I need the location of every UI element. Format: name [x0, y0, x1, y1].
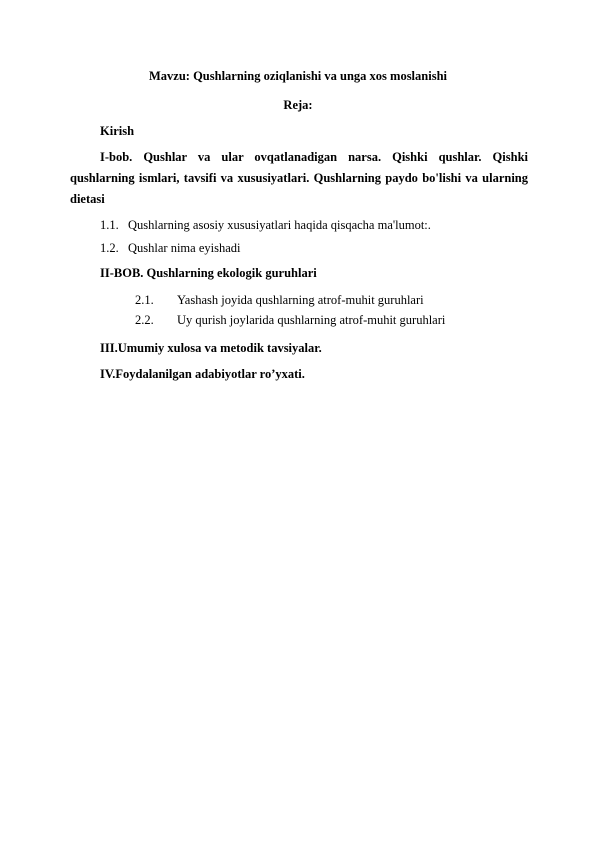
chapter4-heading: IV.Foydalanilgan adabiyotlar ro’yxati. [100, 367, 305, 381]
item-text: Uy qurish joylarida qushlarning atrof-muhit guruhlari [177, 313, 446, 327]
item-text: Yashash joyida qushlarning atrof-muhit guruhlari [177, 293, 424, 307]
item-text: Qushlar nima eyishadi [128, 241, 241, 255]
chapter3-heading: III.Umumiy xulosa va metodik tavsiyalar. [100, 341, 322, 355]
item-number: 2.2. [135, 313, 154, 327]
item-number: 1.1. [100, 218, 119, 232]
chapter1-heading: I-bob. Qushlar va ular ovqatlanadigan narsa. Qishki qushlar. Qishki qushlarning ismlari, tavsifi va xususiyatlari. Qushlarning paydo bo'lishi va ularning dietasi [70, 150, 528, 206]
document-title: Mavzu: Qushlarning oziqlanishi va unga xos moslanishi [149, 69, 447, 83]
chapter2-item-1 [135, 292, 424, 308]
intro-item: Kirish [100, 124, 135, 138]
plan-heading: Reja: [283, 98, 313, 112]
chapter1-item-1 [100, 217, 431, 233]
item-number: 2.1. [135, 293, 154, 307]
chapter2-item-2 [135, 312, 445, 328]
chapter2-heading: II-BOB. Qushlarning ekologik guruhlari [100, 266, 317, 280]
item-number: 1.2. [100, 241, 119, 255]
item-text: Qushlarning asosiy xususiyatlari haqida qisqacha ma'lumot:. [128, 218, 431, 232]
chapter1-item-2 [100, 240, 240, 256]
